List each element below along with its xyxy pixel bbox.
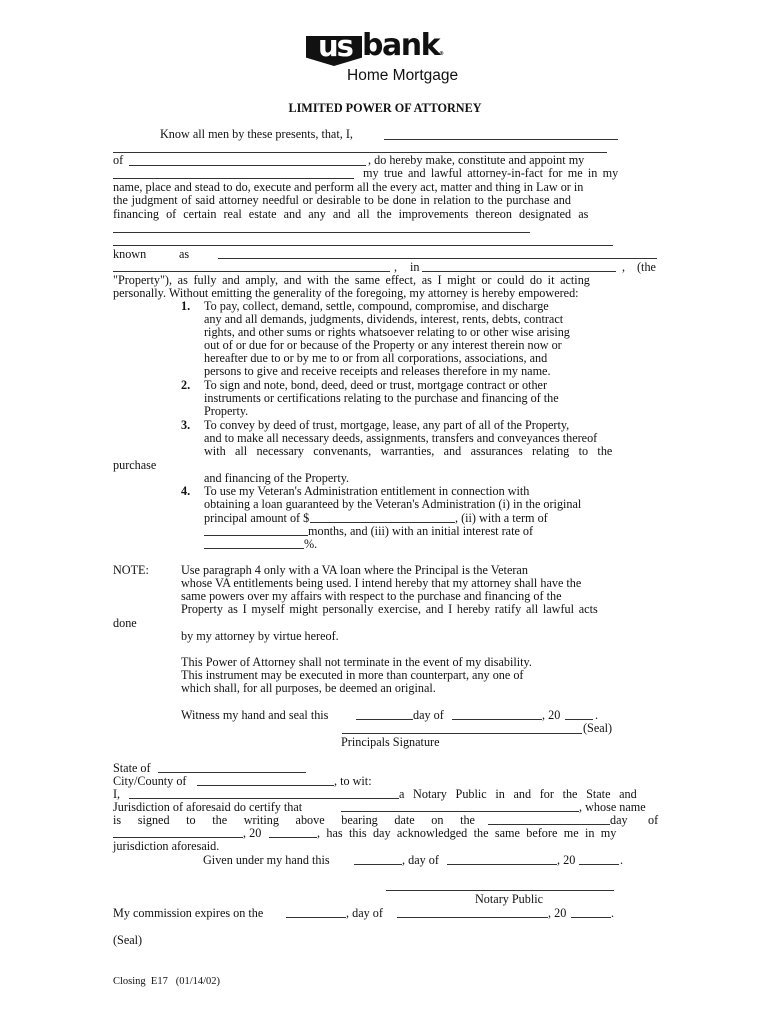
property-location-field[interactable] (113, 271, 390, 272)
witness-year-prefix: , 20 (542, 708, 561, 722)
item-2-line: instruments or certifications relating to the purchase and financing of the (204, 391, 559, 405)
principals-signature-label: Principals Signature (341, 735, 440, 749)
item-1-number: 1. (181, 299, 191, 313)
commission-period: . (611, 906, 615, 920)
notary-aforesaid: jurisdiction aforesaid. (113, 839, 220, 853)
notary-given-period: . (620, 853, 624, 867)
notary-jurisdiction: Jurisdiction of aforesaid do certify that (113, 800, 303, 814)
item-3-line: To convey by deed of trust, mortgage, lease, any part of all of the Property, (204, 418, 570, 432)
item-1-line: rights, and other sums or rights whatsoever relating to or other wise arising (204, 325, 570, 339)
intro-the-comma: , (622, 260, 626, 274)
intro-of: of (113, 153, 124, 167)
item-3-continuation: and financing of the Property. (204, 471, 350, 485)
note-overflow: done (113, 616, 137, 630)
disability-line: which shall, for all purposes, be deemed an original. (181, 681, 436, 695)
note-line: Property as I myself might personally exercise, and I hereby ratify all lawful acts (181, 602, 598, 616)
item-1-line: hereafter due to or by me to or from all corporations, associations, and (204, 351, 548, 365)
logo-shield-text: us (318, 29, 352, 63)
item-2-line: Property. (204, 404, 249, 418)
item-4-line: To use my Veteran's Administration entitlement in connection with (204, 484, 530, 498)
notary-seal: (Seal) (113, 933, 143, 947)
witness-year-field[interactable] (565, 719, 593, 720)
note-line: Use paragraph 4 only with a VA loan where the Principal is the Veteran (181, 563, 528, 577)
principal-amount-field[interactable] (310, 522, 455, 523)
notary-whose-name: , whose name (579, 800, 646, 814)
commission-expires: My commission expires on the (113, 906, 264, 920)
principal-address-field[interactable] (129, 165, 366, 166)
item-3-number: 3. (181, 418, 191, 432)
item-1-line: any and all demands, judgments, dividends, interest, rents, debts, contract (204, 312, 564, 326)
item-1-line: out of or due for or because of the Property or any interest therein now or (204, 338, 562, 352)
property-county-field[interactable] (422, 271, 616, 272)
intro-line3: name, place and stead to do, execute and perform all the every act, matter and thing in Law or in (113, 180, 584, 194)
intro-line5: financing of certain real estate and any and all the improvements thereon designated as (113, 207, 589, 221)
principal-name-field[interactable] (384, 139, 618, 140)
intro-appoint: , do hereby make, constitute and appoint my (368, 153, 585, 167)
notary-acknowledged: , has this day acknowledged the same before me in my (317, 826, 617, 840)
witness-seal: (Seal) (583, 721, 613, 735)
notary-of: of (648, 813, 659, 827)
notary-bearing-month-field[interactable] (113, 837, 243, 838)
notary-city-county: City/County of (113, 774, 187, 788)
item-2-line: To sign and note, bond, deed, deed or trust, mortgage contract or other (204, 378, 548, 392)
commission-month-field[interactable] (397, 917, 548, 918)
item-3-line: and to make all necessary deeds, assignments, transfers and conveyances thereof (204, 431, 598, 445)
notary-name-field[interactable] (129, 798, 399, 799)
commission-day-field[interactable] (286, 917, 346, 918)
intro-know-all: Know all men by these presents, that, I, (160, 127, 353, 141)
notary-given-year-field[interactable] (579, 864, 619, 865)
intro-personally-line: personally. Without emitting the generality of the foregoing, my attorney is hereby empowered: (113, 286, 579, 300)
disability-line: This Power of Attorney shall not terminate in the event of my disability. (181, 655, 532, 669)
notary-state-field[interactable] (158, 772, 306, 773)
note-line: whose VA entitlements being used. I intend hereby that my attorney shall have the (181, 576, 582, 590)
item-4-term-label: , (ii) with a term of (455, 511, 548, 525)
notary-bearing-day-field[interactable] (488, 824, 610, 825)
witness-text: Witness my hand and seal this (181, 708, 329, 722)
interest-rate-field[interactable] (204, 548, 304, 549)
property-description-field-2[interactable] (113, 245, 613, 246)
usbank-home-mortgage-logo (306, 28, 476, 89)
witness-month-field[interactable] (452, 719, 542, 720)
notary-given-day-field[interactable] (354, 864, 402, 865)
principal-signature-field[interactable] (342, 733, 582, 734)
document-title: LIMITED POWER OF ATTORNEY (288, 101, 482, 115)
intro-in: in (410, 260, 420, 274)
witness-day-field[interactable] (356, 719, 413, 720)
witness-day-of: day of (413, 708, 444, 722)
notary-bearing-year-field[interactable] (269, 837, 317, 838)
attorney-name-field[interactable] (113, 178, 354, 179)
commission-20: , 20 (548, 906, 567, 920)
loan-term-months-field[interactable] (204, 535, 308, 536)
notary-given-month-field[interactable] (447, 864, 557, 865)
notary-given: Given under my hand this (203, 853, 330, 867)
notary-given-day-of: , day of (402, 853, 439, 867)
item-3-overflow: purchase (113, 458, 157, 472)
item-4-percent-label: %. (304, 537, 318, 551)
notary-to-wit: , to wit: (334, 774, 372, 788)
notary-comma20: , 20 (243, 826, 262, 840)
notary-given-20: , 20 (557, 853, 576, 867)
notary-day: day (610, 813, 628, 827)
notary-i: I, (113, 787, 121, 801)
item-1-line: persons to give and receive receipts and releases therefore in my name. (204, 364, 551, 378)
note-line: same powers over my affairs with respect to the purchase and financing of the (181, 589, 562, 603)
note-continuation: by my attorney by virtue hereof. (181, 629, 339, 643)
logo-subtitle: Home Mortgage (347, 67, 459, 84)
witness-period: . (595, 708, 599, 722)
notary-public-label: Notary Public (475, 892, 544, 906)
intro-as: as (179, 247, 190, 261)
intro-property-line: "Property"), as fully and amply, and with the same effect, as I might or could do it acting (113, 273, 590, 287)
intro-the-paren: (the (637, 260, 656, 274)
item-2-number: 2. (181, 378, 191, 392)
commission-year-field[interactable] (571, 917, 611, 918)
item-4-line: obtaining a loan guaranteed by the Veteran's Administration (i) in the original (204, 497, 582, 511)
intro-line4: the judgment of said attorney needful or desirable to be done in relation to the purchase and (113, 193, 571, 207)
notary-signed-line: is signed to the writing above bearing date on the (113, 813, 475, 827)
property-description-field[interactable] (113, 232, 530, 233)
item-4-principal-label: principal amount of $ (204, 511, 310, 525)
item-4-months-label: months, and (iii) with an initial interest rate of (308, 524, 534, 538)
disability-line: This instrument may be executed in more than counterpart, any one of (181, 668, 524, 682)
logo-wordmark: bank® (362, 28, 445, 63)
notary-certify-name-field[interactable] (341, 811, 579, 812)
intro-known: known (113, 247, 147, 261)
notary-state-of: State of (113, 761, 151, 775)
intro-in-comma: , (394, 260, 398, 274)
intro-attorney-in-fact: my true and lawful attorney-in-fact for me in my (363, 166, 619, 180)
notary-signature-field[interactable] (386, 890, 614, 891)
notary-city-county-field[interactable] (197, 785, 334, 786)
item-1-line: To pay, collect, demand, settle, compound, compromise, and discharge (204, 299, 549, 313)
form-footer-id: Closing E17 (01/14/02) (113, 976, 221, 987)
notary-public-in: a Notary Public in and for the State and (399, 787, 637, 801)
item-3-line: with all necessary convenants, warranties, and assurances relating to the (204, 444, 613, 458)
commission-day-of: , day of (346, 906, 383, 920)
item-4-number: 4. (181, 484, 191, 498)
property-known-as-field[interactable] (218, 258, 657, 259)
note-label: NOTE: (113, 563, 149, 577)
